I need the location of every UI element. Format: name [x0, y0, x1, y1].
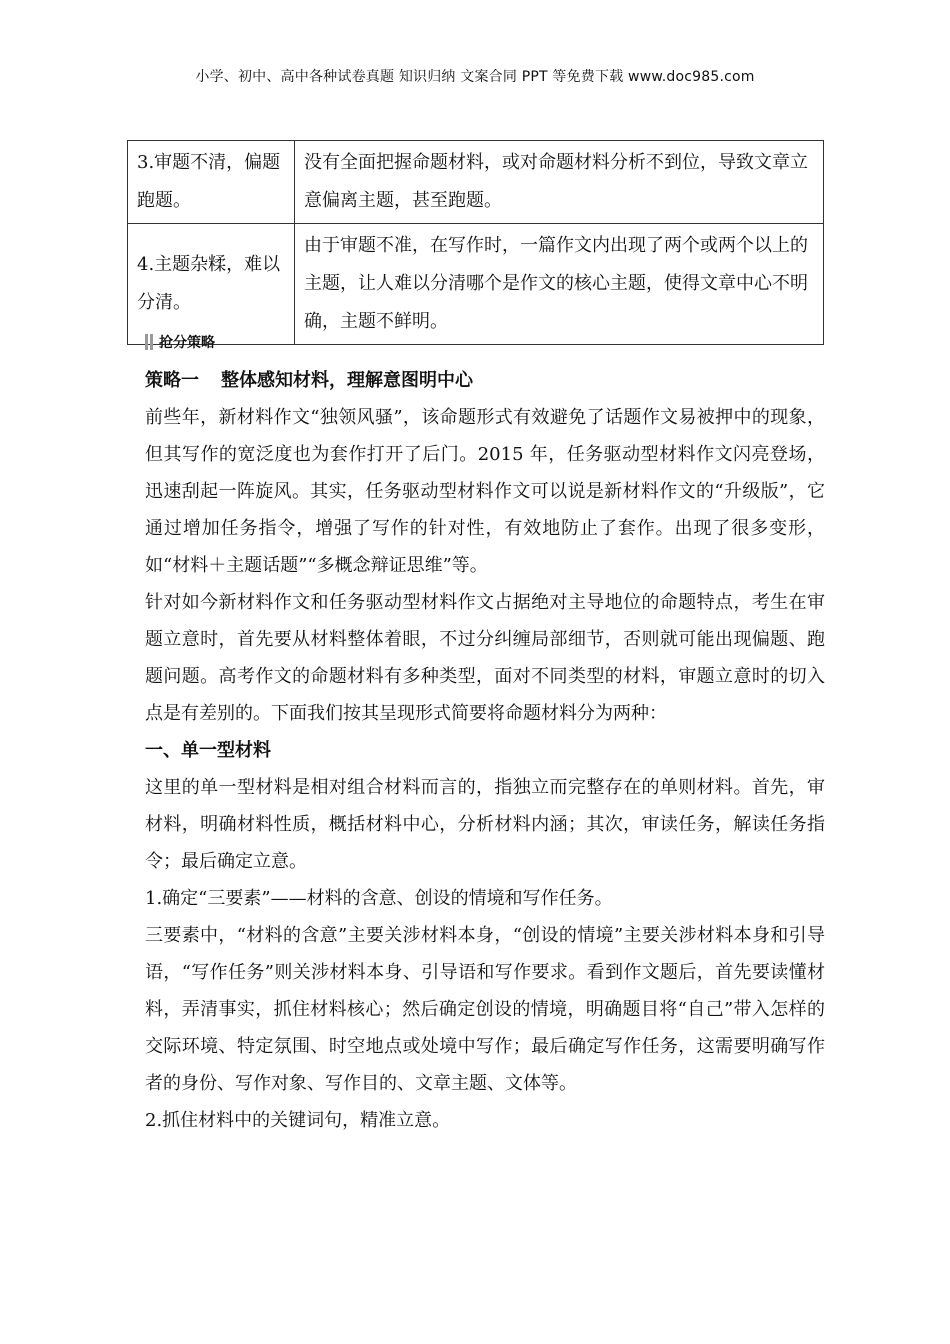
section-bar-icon [150, 334, 153, 350]
paragraph: 针对如今新材料作文和任务驱动型材料作文占据绝对主导地位的命题特点，考生在审题立意时，首先要从材料整体着眼，不过分纠缠局部细节，否则就可能出现偏题、跑题问题。高考作文的命题材料有多种类型，面对不同类型的材料，审题立意时的切入点是有差别的。下面我们按其呈现形式简要将命题材料分为两种： [145, 592, 825, 724]
main-content [145, 362, 825, 1139]
error-name: 3.审题不清，偏题跑题。 [128, 141, 295, 224]
point-heading: 2.抓住材料中的关键词句，精准立意。 [145, 1110, 451, 1131]
error-table [127, 140, 824, 345]
table-row [128, 224, 824, 345]
page-header: 小学、初中、高中各种试卷真题 知识归纳 文案合同 PPT 等免费下载 www.doc985.com [195, 69, 755, 85]
table-row [128, 141, 824, 224]
section-bar-icon [145, 334, 148, 350]
paragraph: 这里的单一型材料是相对组合材料而言的，指独立而完整存在的单则材料。首先，审材料，明确材料性质，概括材料中心，分析材料内涵；其次，审读任务，解读任务指令；最后确定立意。 [145, 777, 825, 872]
error-desc: 由于审题不准，在写作时，一篇作文内出现了两个或两个以上的主题，让人难以分清哪个是作文的核心主题，使得文章中心不明确，主题不鲜明。 [295, 224, 824, 345]
error-name: 4.主题杂糅，难以分清。 [128, 224, 295, 345]
strategy-label: 策略一 [145, 370, 199, 391]
section-tag-label: 抢分策略 [159, 335, 215, 351]
strategy-title: 整体感知材料，理解意图明中心 [221, 370, 473, 391]
section-tag [145, 332, 215, 352]
point-heading: 1.确定“三要素”——材料的含意、创设的情境和写作任务。 [145, 888, 613, 909]
strategy-heading [145, 362, 825, 399]
paragraph: 三要素中，“材料的含意”主要关涉材料本身，“创设的情境”主要关涉材料本身和引导语，“写作任务”则关涉材料本身、引导语和写作要求。看到作文题后，首先要读懂材料，弄清事实，抓住材料核心；然后确定创设的情境，明确题目将“自己”带入怎样的交际环境、特定氛围、时空地点或处境中写作；最后确定写作任务，这需要明确写作者的身份、写作对象、写作目的、文章主题、文体等。 [145, 925, 825, 1094]
subheading: 一、单一型材料 [145, 740, 271, 761]
paragraph: 前些年，新材料作文“独领风骚”，该命题形式有效避免了话题作文易被押中的现象，但其写作的宽泛度也为套作打开了后门。2015 年，任务驱动型材料作文闪亮登场，迅速刮起一阵旋风。其实，任务驱动型材料作文可以说是新材料作文的“升级版”，它通过增加任务指令，增强了写作的针对性，有效地防止了套作。出现了很多变形，如“材料＋主题话题”“多概念辩证思维”等。 [145, 407, 825, 576]
error-desc: 没有全面把握命题材料，或对命题材料分析不到位，导致文章立意偏离主题，甚至跑题。 [295, 141, 824, 224]
